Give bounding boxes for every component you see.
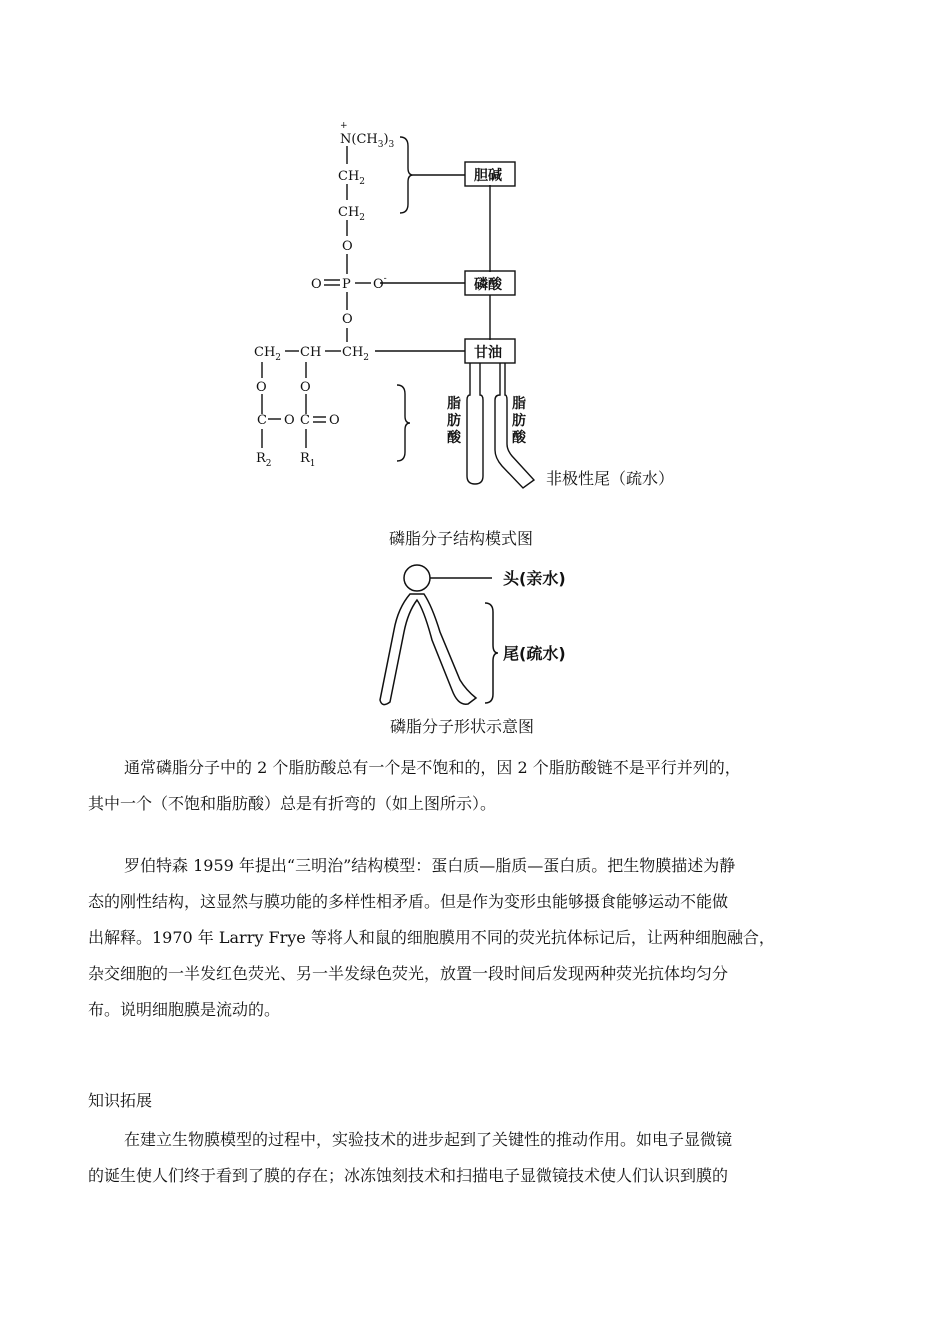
fatty-acid-label-left: 脂肪酸 (447, 396, 461, 446)
oxygen-double: O (311, 277, 322, 292)
ch2-upper: $CH_2$ (338, 169, 366, 187)
fatty-acid-label-right: 脂肪酸 (512, 396, 526, 446)
r1-group: $R_1$ (300, 451, 316, 469)
oxygen-lower: O (342, 312, 353, 327)
carbonyl-o: O (329, 413, 340, 428)
ester-o-bridge: O (284, 413, 295, 428)
paragraph-robertson-model (88, 848, 878, 1028)
paragraph-unsaturated-fatty-acid (88, 750, 878, 822)
tail-hydrophobic-label: 尾(疏水) (503, 644, 566, 663)
paragraph-line: 布。说明细胞膜是流动的。 (88, 1000, 281, 1019)
r2-group: $R_2$ (256, 451, 272, 469)
paragraph-experimental-techniques (88, 1122, 878, 1194)
ester-o-right: O (300, 380, 311, 395)
paragraph-line: 杂交细胞的一半发红色荧光、另一半发绿色荧光，放置一段时间后发现两种荧光抗体均匀分 (88, 964, 729, 983)
choline-label: 胆碱 (474, 168, 502, 184)
phosphorus: P (342, 277, 351, 292)
ch2-lower: $CH_2$ (338, 205, 366, 223)
glycerol-ch2-right: $CH_2$ (342, 345, 370, 363)
carbon-right: C (300, 413, 310, 428)
glycerol-ch2-left: $CH_2$ (254, 345, 282, 363)
glycerol-ch: CH (300, 345, 322, 360)
paragraph-line: 其中一个（不饱和脂肪酸）总是有折弯的（如上图所示）。 (88, 794, 497, 813)
paragraph-line: 在建立生物膜模型的过程中，实验技术的进步起到了关键性的推动作用。如电子显微镜 (124, 1130, 733, 1149)
paragraph-line: 出解释。1970 年 Larry Frye 等将人和鼠的细胞膜用不同的荧光抗体标记后，让两种细胞融合， (88, 928, 775, 947)
section-heading: 知识拓展 (88, 1091, 153, 1110)
figure1-caption: 磷脂分子结构模式图 (389, 529, 534, 548)
phosphate-label: 磷酸 (474, 277, 502, 293)
head-label: 头(亲水) (503, 569, 566, 588)
oxygen-upper: O (342, 239, 353, 254)
carbon-left: C (257, 413, 267, 428)
phospholipid-shape-diagram (0, 560, 950, 720)
paragraph-line: 通常磷脂分子中的 2 个脂肪酸总有一个是不饱和的，因 2 个脂肪酸链不是平行并列的， (124, 758, 741, 777)
paragraph-line: 态的刚性结构，这显然与膜功能的多样性相矛盾。但是作为变形虫能够摄食能够运动不能做 (88, 892, 729, 911)
n-group: $N(CH_3)_3$ (340, 132, 395, 150)
tail-label: 非极性尾（疏水） (546, 469, 675, 488)
phospholipid-structure-diagram (0, 0, 950, 520)
ester-o-left: O (256, 380, 267, 395)
glycerol-label: 甘油 (474, 345, 502, 361)
paragraph-line: 的诞生使人们终于看到了膜的存在；冰冻蚀刻技术和扫描电子显微镜技术使人们认识到膜的 (88, 1166, 729, 1185)
figure2-caption: 磷脂分子形状示意图 (390, 717, 535, 736)
oxygen-minus: O- (373, 274, 387, 292)
n-charge: + (340, 121, 348, 131)
paragraph-line: 罗伯特森 1959 年提出“三明治”结构模型：蛋白质—脂质—蛋白质。把生物膜描述为静 (124, 856, 736, 875)
